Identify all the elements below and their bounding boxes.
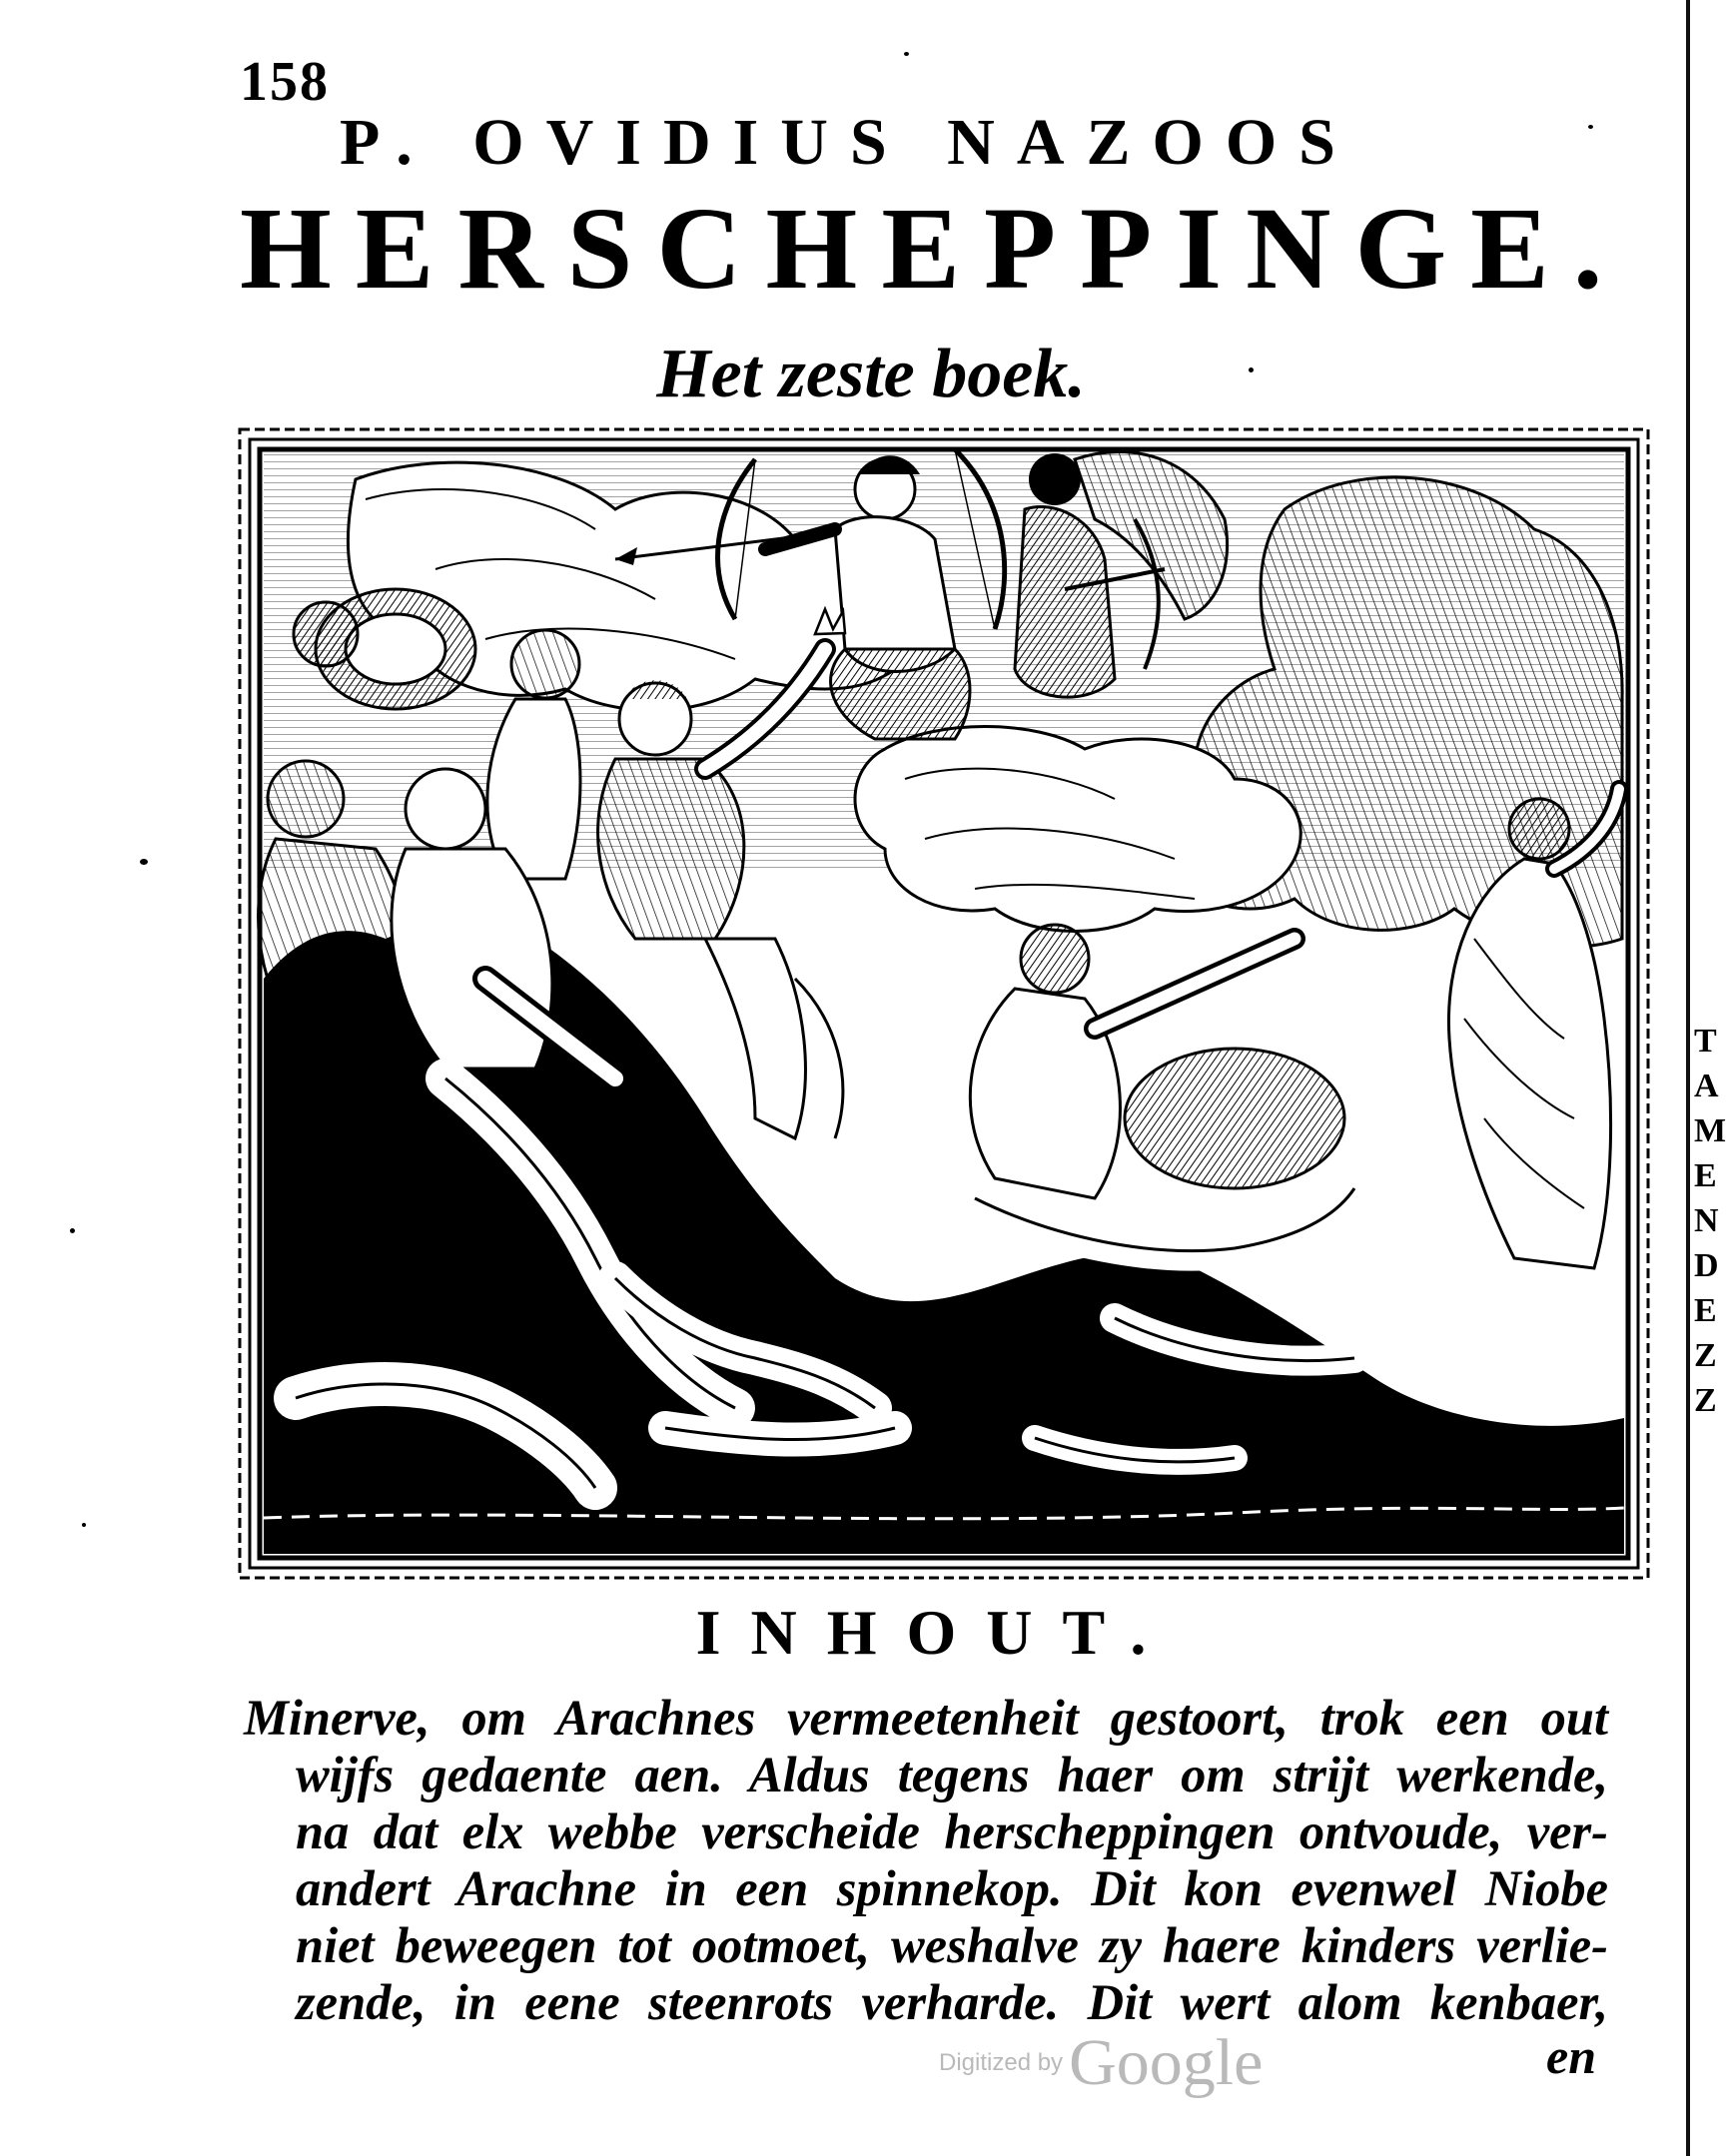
summary-paragraph xyxy=(244,1690,1608,2031)
summary-line: na dat elx webbe verscheide herscheppingen ontvoude, ver- xyxy=(296,1803,1608,1859)
adjacent-letter: E xyxy=(1694,1292,1717,1329)
running-author-heading: P. OVIDIUS NAZOOS xyxy=(340,106,1357,179)
catchword: en xyxy=(1546,2028,1596,2084)
digitization-watermark xyxy=(939,2025,1263,2101)
adjacent-letter: N xyxy=(1694,1202,1719,1239)
summary-line: andert Arachne in een spinnekop. Dit kon evenwel Niobe xyxy=(296,1860,1608,1916)
adjacent-letter: M xyxy=(1694,1112,1726,1149)
ink-speck xyxy=(1249,367,1254,372)
ink-speck xyxy=(140,859,148,865)
adjacent-page-letters xyxy=(1694,1019,1726,1423)
summary-line: Minerve, om Arachnes vermeetenheit gestoort, trok een out xyxy=(244,1690,1608,1746)
ink-speck xyxy=(1588,125,1593,129)
adjacent-letter: Z xyxy=(1694,1337,1717,1374)
ink-speck xyxy=(82,1523,86,1527)
section-heading: INHOUT. xyxy=(695,1597,1177,1668)
adjacent-letter: T xyxy=(1694,1023,1717,1060)
adjacent-letter: D xyxy=(1694,1247,1719,1284)
summary-line: wijfs gedaente aen. Aldus tegens haer om strijt werkende, xyxy=(296,1747,1608,1802)
adjacent-letter: E xyxy=(1694,1157,1717,1194)
engraving-svg xyxy=(236,419,1652,1583)
watermark-brand: Google xyxy=(1069,2026,1264,2099)
adjacent-letter: Z xyxy=(1694,1382,1717,1419)
page-number: 158 xyxy=(240,51,330,113)
ink-speck xyxy=(904,52,909,56)
summary-line: zende, in eene steenrots verharde. Dit wert alom kenbaer, xyxy=(296,1974,1608,2030)
main-title: HERSCHEPPINGE. xyxy=(240,183,1627,314)
adjacent-page-edge xyxy=(1686,0,1690,2156)
summary-line: niet beweegen tot ootmoet, weshalve zy haere kinders verlie- xyxy=(296,1917,1608,1973)
adjacent-letter: A xyxy=(1694,1068,1719,1104)
book-title: Het zeste boek. xyxy=(656,336,1086,412)
watermark-prefix: Digitized by xyxy=(939,2049,1064,2076)
engraving-illustration xyxy=(236,419,1652,1583)
ink-speck xyxy=(70,1228,75,1233)
